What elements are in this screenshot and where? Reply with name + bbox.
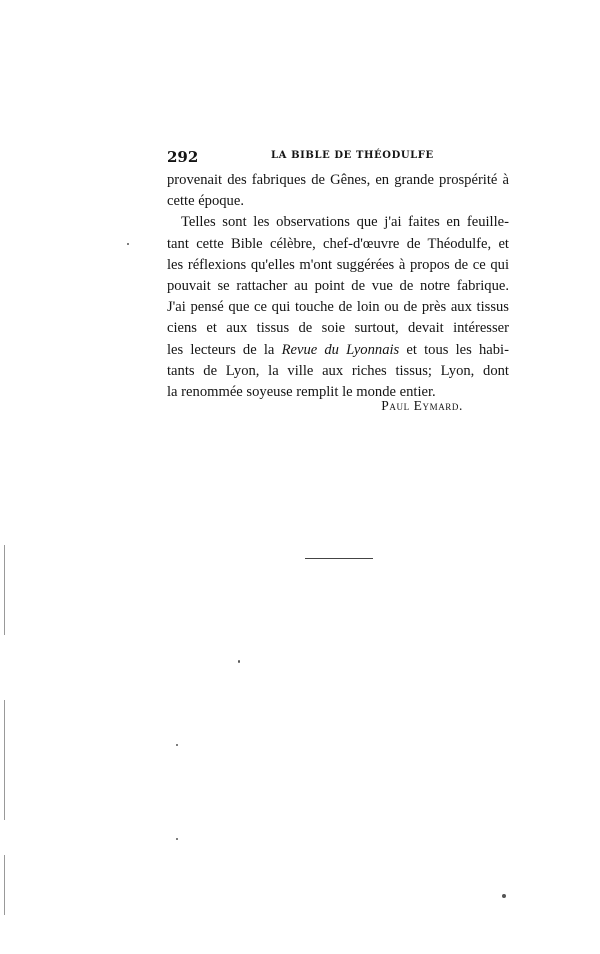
- text-line: provenait des fabriques de Gênes, en grande prospérité à: [167, 172, 509, 188]
- text-line: pouvait se rattacher au point de vue de notre fabrique.: [167, 277, 509, 294]
- text-fragment: et tous les habi-: [406, 341, 509, 358]
- scan-speck: [176, 838, 178, 840]
- running-title: LA BIBLE DE THÉODULFE: [271, 150, 434, 161]
- author-signature: Paul Eymard.: [381, 398, 463, 413]
- scan-speck: [176, 744, 178, 746]
- scan-speck: [238, 660, 240, 663]
- text-line: ciens et aux tissus de soie surtout, devait intéresser: [167, 320, 509, 337]
- running-head: [167, 148, 509, 168]
- text-line: les réflexions qu'elles m'ont suggérées à propos de ce qui: [167, 256, 509, 273]
- text-fragment: les lecteurs de la: [167, 341, 275, 358]
- text-line: la renommée soyeuse remplit le monde entier.: [167, 383, 436, 400]
- scan-edge: [4, 700, 5, 820]
- scan-edge: [4, 855, 5, 915]
- page-number: 292: [167, 148, 199, 166]
- text-line: tant cette Bible célèbre, chef-d'œuvre de Théodulfe, et: [167, 235, 509, 252]
- text-line-with-title: [167, 340, 509, 361]
- scan-speck: [502, 894, 506, 898]
- scan-speck: [127, 243, 129, 245]
- scan-edge: [4, 545, 5, 635]
- body-text: [167, 170, 509, 403]
- text-line: cette époque.: [167, 193, 244, 210]
- text-line: J'ai pensé que ce qui touche de loin ou de près aux tissus: [167, 299, 509, 316]
- end-rule: [305, 558, 373, 559]
- text-line: tants de Lyon, la ville aux riches tissus; Lyon, dont: [167, 362, 509, 379]
- journal-title: Revue du Lyonnais: [281, 341, 400, 358]
- text-line: Telles sont les observations que j'ai faites en feuille-: [181, 214, 509, 231]
